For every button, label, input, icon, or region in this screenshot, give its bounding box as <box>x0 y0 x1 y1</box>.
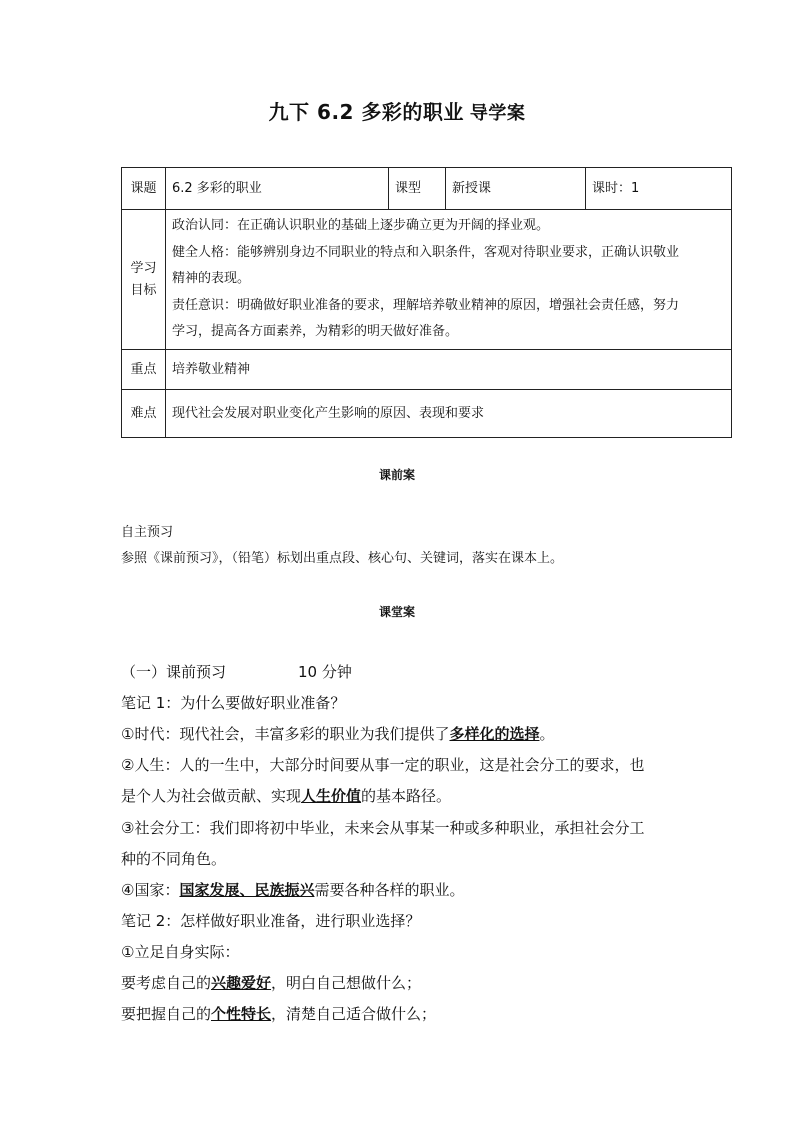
label-goals-line2: 目标 <box>130 282 157 298</box>
key-term: 兴趣爱好 <box>211 974 272 992</box>
label-key: 重点 <box>122 350 166 390</box>
note-text: 要把握自己的 <box>121 1005 212 1023</box>
table-row-difficult <box>122 390 732 438</box>
note2-line-b <box>121 1003 436 1024</box>
note-text: 的基本路径。 <box>361 787 452 805</box>
note1-item1 <box>121 723 554 744</box>
difficult-value: 现代社会发展对职业变化产生影响的原因、表现和要求 <box>166 390 732 438</box>
note1-item4 <box>121 879 464 900</box>
key-term: 多样化的选择 <box>449 725 540 743</box>
key-term: 人生价值 <box>301 787 362 805</box>
section1-label: （一）课前预习 <box>121 663 227 681</box>
goals-content <box>166 210 732 350</box>
goal-line: 学习，提高各方面素养，为精彩的明天做好准备。 <box>172 324 459 340</box>
label-goals <box>122 210 166 350</box>
goal-line: 政治认同：在正确认识职业的基础上逐步确立更为开阔的择业观。 <box>172 218 550 234</box>
in-class-heading: 课堂案 <box>378 605 415 619</box>
title-sub: 导学案 <box>469 103 526 124</box>
label-type: 课型 <box>389 168 446 210</box>
topic-value: 6.2 多彩的职业 <box>166 168 389 210</box>
goal-line: 责任意识：明确做好职业准备的要求，理解培养敬业精神的原因，增强社会责任感，努力 <box>172 297 680 313</box>
note-text: 是个人为社会做贡献、实现 <box>121 787 302 805</box>
note2-title: 笔记 2：怎样做好职业准备，进行职业选择？ <box>121 912 421 930</box>
note-text: ，明白自己想做什么； <box>271 974 422 992</box>
note1-item3b: 种的不同角色。 <box>121 850 227 868</box>
label-goals-line1: 学习 <box>130 260 157 276</box>
goal-line: 健全人格：能够辨别身边不同职业的特点和入职条件，客观对待职业要求，正确认识敬业 <box>172 244 680 260</box>
note1-item2b <box>121 785 451 806</box>
key-value: 培养敬业精神 <box>166 350 732 390</box>
pre-class-text: 参照《课前预习》，（铅笔）标划出重点段、核心句、关键词，落实在课本上。 <box>121 551 564 566</box>
note-text: 需要各种各样的职业。 <box>314 881 465 899</box>
key-term: 个性特长 <box>211 1005 272 1023</box>
key-term: 国家发展、民族振兴 <box>179 881 315 899</box>
goal-line: 精神的表现。 <box>172 271 251 287</box>
pre-class-subtitle: 自主预习 <box>121 525 174 540</box>
note-text: 要考虑自己的 <box>121 974 212 992</box>
table-row-key <box>122 350 732 390</box>
section1-line <box>121 661 352 682</box>
note-text: ④国家： <box>121 881 180 899</box>
table-row-goals <box>122 210 732 350</box>
pre-class-heading: 课前案 <box>378 468 415 482</box>
note1-item2a: ②人生：人的一生中，大部分时间要从事一定的职业，这是社会分工的要求，也 <box>121 756 645 774</box>
note1-item3a: ③社会分工：我们即将初中毕业，未来会从事某一种或多种职业，承担社会分工 <box>121 819 645 837</box>
note2-line-a <box>121 972 421 993</box>
note-text: ①时代：现代社会，丰富多彩的职业为我们提供了 <box>121 725 450 743</box>
type-value: 新授课 <box>446 168 586 210</box>
lesson-info-table <box>121 167 732 438</box>
title-main: 九下 6.2 多彩的职业 <box>268 100 464 124</box>
note2-item1: ①立足自身实际： <box>121 943 240 961</box>
label-topic: 课题 <box>122 168 166 210</box>
document-title <box>0 96 794 125</box>
section1-time: 10 分钟 <box>298 663 352 681</box>
table-row-topic <box>122 168 732 210</box>
note1-title: 笔记 1：为什么要做好职业准备？ <box>121 694 346 712</box>
label-difficult: 难点 <box>122 390 166 438</box>
note-text: ，清楚自己适合做什么； <box>271 1005 437 1023</box>
note-text: 。 <box>539 725 555 743</box>
period-value: 课时：1 <box>586 168 732 210</box>
